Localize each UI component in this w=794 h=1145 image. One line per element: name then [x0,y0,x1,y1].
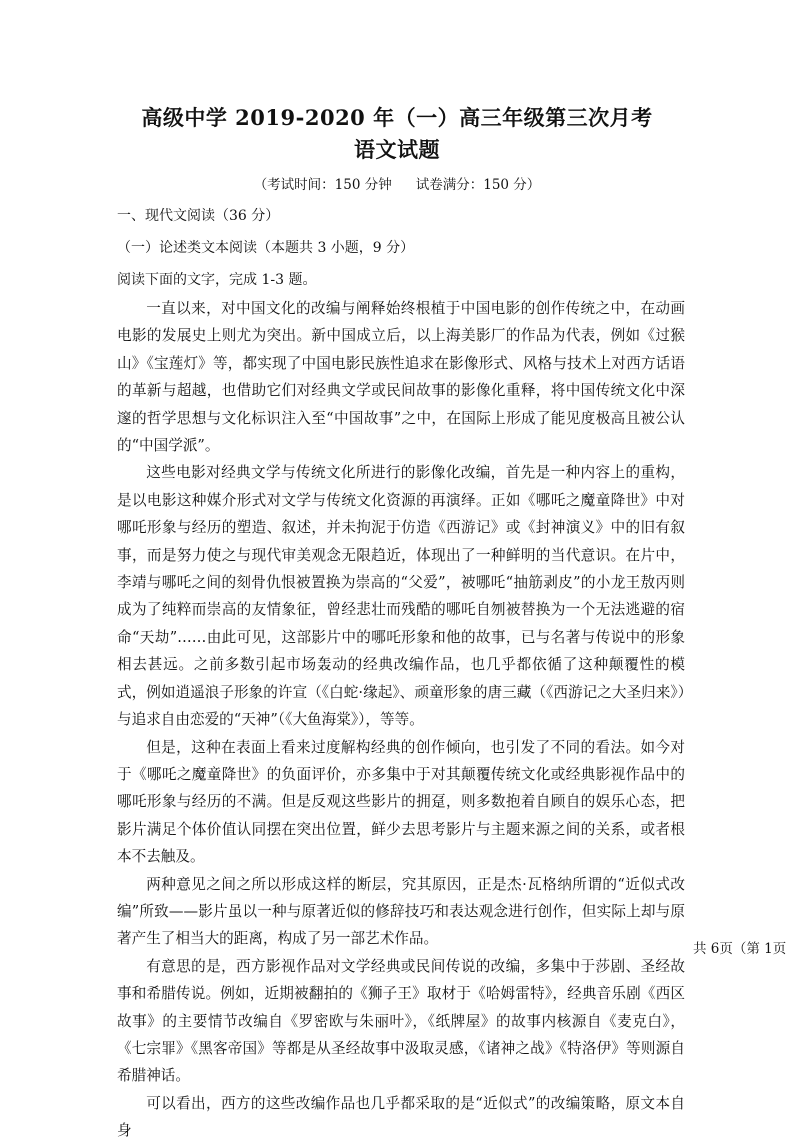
section-heading: 一、现代文阅读（36 分） [117,208,280,224]
paragraph-2: 这些电影对经典文学与传统文化所进行的影像化改编，首先是一种内容上的重构，是以电影这种媒介形式对文学与传统文化资源的再演绎。正如《哪吒之魔童降世》中对哪吒形象与经历的塑造、叙述，并未拘泥于仿造《西游记》或《封神演义》中的旧有叙事，而是努力使之与现代审美观念无限趋近，体现出了一种鲜明的当代意识。在片中，李靖与哪吒之间的刻骨仇恨被置换为崇高的“父爱”，被哪吒“抽筋剥皮”的小龙王敖丙则成为了纯粹而崇高的友情象征，曾经悲壮而残酷的哪吒自刎被替换为一个无法逃避的宿命“天劫”……由此可见，这部影片中的哪吒形象和他的故事，已与名著与传说中的形象相去甚远。之前多数引起市场轰动的经典改编作品，也几乎都依循了这种颠覆性的模式，例如逍遥浪子形象的许宣（《白蛇·缘起》、顽童形象的唐三藏（《西游记之大圣归来》）与追求自由恋爱的“天神”（《大鱼海棠》），等等。 [117,464,685,729]
paragraph-5: 有意思的是，西方影视作品对文学经典或民间传说的改编，多集中于莎剧、圣经故事和希腊传说。例如，近期被翻拍的《狮子王》取材于《哈姆雷特》，经典音乐剧《西区故事》的主要情节改编自《罗密欧与朱丽叶》，《纸牌屋》的故事内核源自《麦克白》，《七宗罪》《黑客帝国》等都是从圣经故事中汲取灵感，《诸神之战》《特洛伊》等则源自希腊神话。 [117,957,685,1085]
full-marks: 试卷满分：150 分） [415,177,541,193]
exam-time: （考试时间：150 分钟 [253,177,392,193]
page-footer: 共 6页（第 1页 [693,941,787,957]
exam-meta [0,173,794,193]
subject-title: 语文试题 [354,137,440,162]
exam-title: 高级中学 2019-2020 年（一）高三年级第三次月考 [141,105,653,130]
paragraph-4: 两种意见之间之所以形成这样的断层，究其原因，正是杰·瓦格纳所谓的“近似式改编”所致——影片虽以一种与原著近似的修辞技巧和表达观念进行创作，但实际上却与原著产生了相当大的距离，构成了另一部艺术作品。 [117,875,685,948]
paragraph-3: 但是，这种在表面上看来过度解构经典的创作倾向，也引发了不同的看法。如今对于《哪吒之魔童降世》的负面评价，亦多集中于对其颠覆传统文化或经典影视作品中的哪吒形象与经历的不满。但是反观这些影片的拥趸，则多数抱着自顾自的娱乐心态，把影片满足个体价值认同摆在突出位置，鲜少去思考影片与主题来源之间的关系，或者根本不去触及。 [117,738,685,866]
paragraph-6: 可以看出，西方的这些改编作品也几乎都采取的是“近似式”的改编策略，原文本自身 [117,1094,685,1140]
subsection-heading: （一）论述类文本阅读（本题共 3 小题，9 分） [117,240,415,256]
reading-instruction: 阅读下面的文字，完成 1-3 题。 [117,272,317,288]
paragraph-1: 一直以来，对中国文化的改编与阐释始终根植于中国电影的创作传统之中，在动画电影的发展史上则尤为突出。新中国成立后，以上海美影厂的作品为代表，例如《过猴山》《宝莲灯》等，都实现了中国电影民族性追求在影像形式、风格与技术上对西方话语的革新与超越，也借助它们对经典文学或民间故事的影像化重释，将中国传统文化中深邃的哲学思想与文化标识注入至“中国故事”之中，在国际上形成了能见度极高且被公认的“中国学派”。 [117,300,685,455]
reading-passage [117,295,685,1145]
